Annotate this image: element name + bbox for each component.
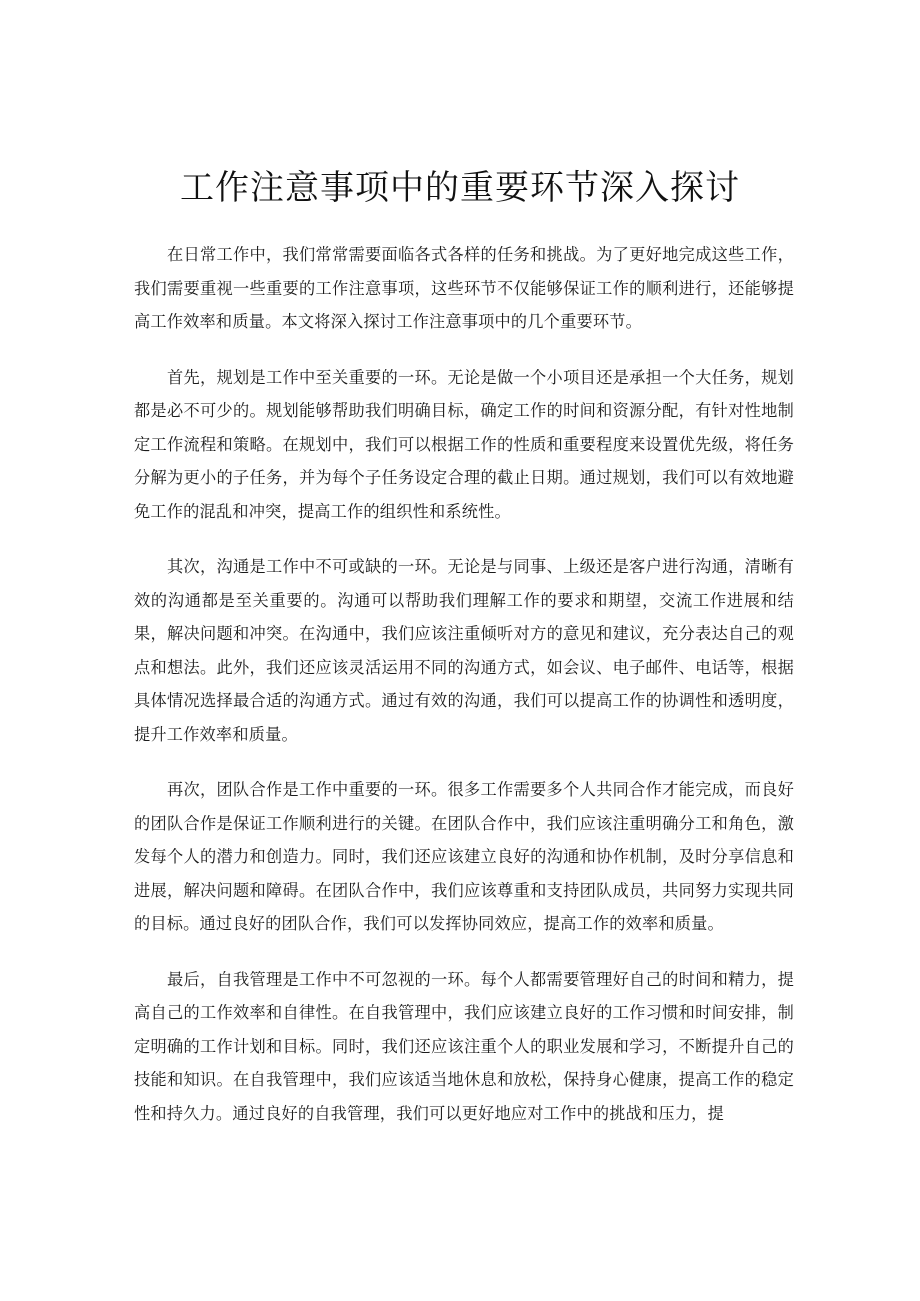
paragraph-teamwork: 再次，团队合作是工作中重要的一环。很多工作需要多个人共同合作才能完成，而良好的团队合作是保证工作顺利进行的关键。在团队合作中，我们应该注重明确分工和角色，激发每个人的潜力和创造力。同时，我们还应该建立良好的沟通和协作机制，及时分享信息和进展，解决问题和障碍。在团队合作中，我们应该尊重和支持团队成员，共同努力实现共同的目标。通过良好的团队合作，我们可以发挥协同效应，提高工作的效率和质量。: [134, 780, 794, 933]
page-title: 工作注意事项中的重要环节深入探讨: [180, 168, 740, 208]
paragraph-communication: 其次，沟通是工作中不可或缺的一环。无论是与同事、上级还是客户进行沟通，清晰有效的沟通都是至关重要的。沟通可以帮助我们理解工作的要求和期望，交流工作进展和结果，解决问题和冲突。在沟通中，我们应该注重倾听对方的意见和建议，充分表达自己的观点和想法。此外，我们还应该灵活运用不同的沟通方式，如会议、电子邮件、电话等，根据具体情况选择最合适的沟通方式。通过有效的沟通，我们可以提高工作的协调性和透明度，提升工作效率和质量。: [134, 557, 794, 744]
paragraph-intro: 在日常工作中，我们常常需要面临各式各样的任务和挑战。为了更好地完成这些工作，我们需要重视一些重要的工作注意事项，这些环节不仅能够保证工作的顺利进行，还能够提高工作效率和质量。本文将深入探讨工作注意事项中的几个重要环节。: [134, 245, 794, 331]
paragraph-planning: 首先，规划是工作中至关重要的一环。无论是做一个小项目还是承担一个大任务，规划都是必不可少的。规划能够帮助我们明确目标，确定工作的时间和资源分配，有针对性地制定工作流程和策略。在规划中，我们可以根据工作的性质和重要程度来设置优先级，将任务分解为更小的子任务，并为每个子任务设定合理的截止日期。通过规划，我们可以有效地避免工作的混乱和冲突，提高工作的组织性和系统性。: [134, 367, 794, 521]
document-body: [134, 238, 794, 1152]
paragraph-self-management: 最后，自我管理是工作中不可忽视的一环。每个人都需要管理好自己的时间和精力，提高自己的工作效率和自律性。在自我管理中，我们应该建立良好的工作习惯和时间安排，制定明确的工作计划和目标。同时，我们还应该注重个人的职业发展和学习，不断提升自己的技能和知识。在自我管理中，我们应该适当地休息和放松，保持身心健康，提高工作的稳定性和持久力。通过良好的自我管理，我们可以更好地应对工作中的挑战和压力，提: [134, 969, 794, 1123]
